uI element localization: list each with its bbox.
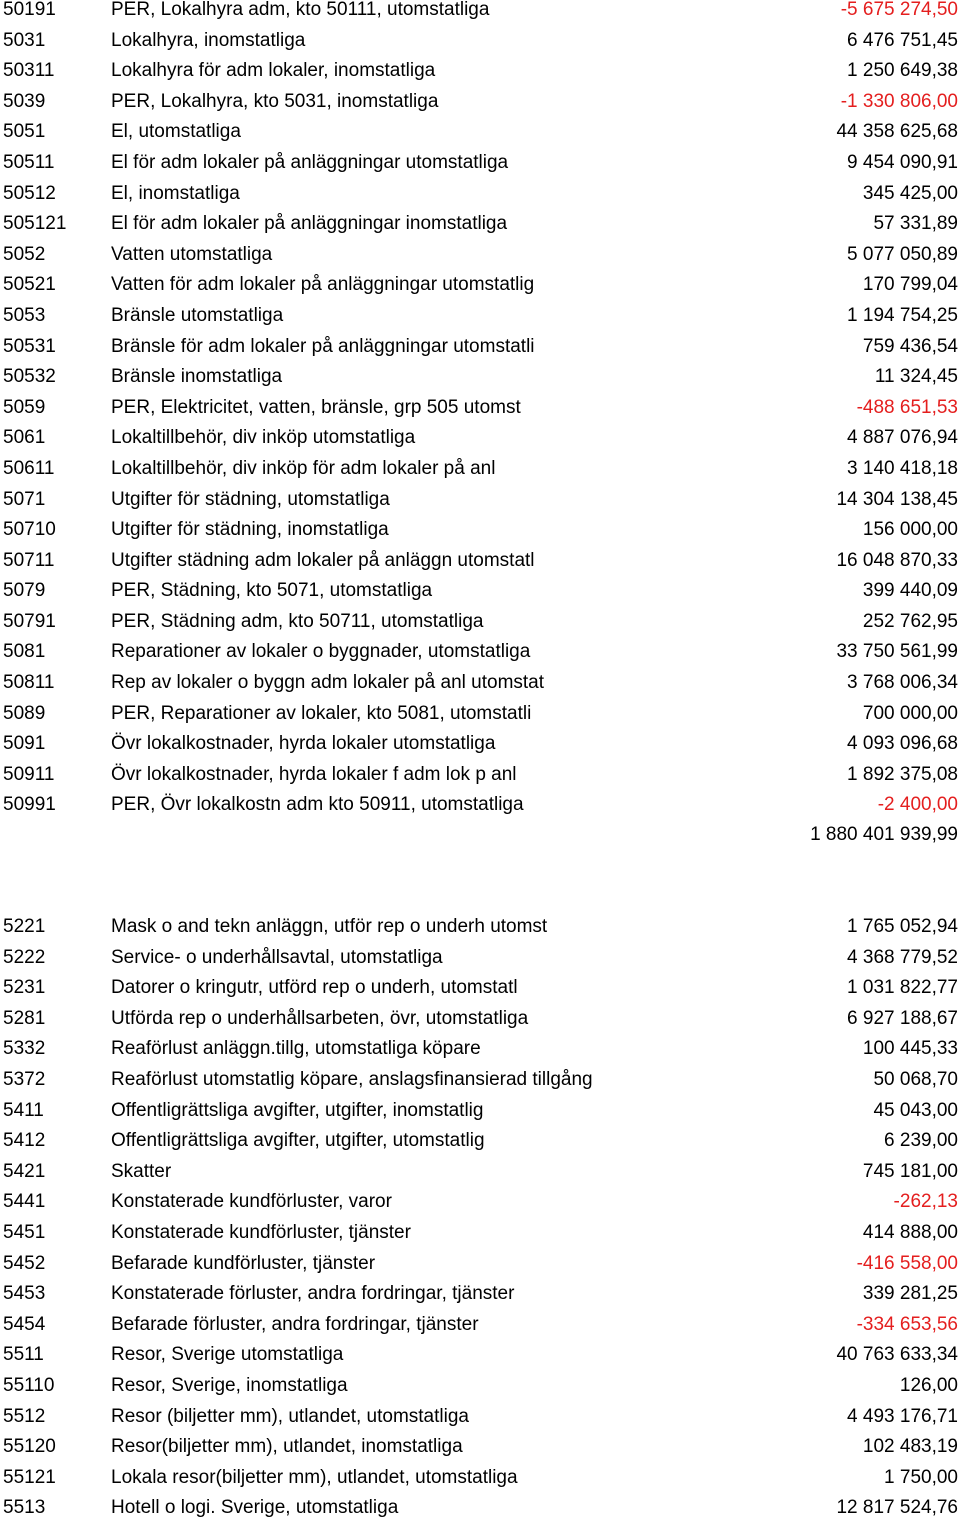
account-amount: 3 140 418,18 [847, 457, 958, 479]
account-code: 5059 [3, 396, 46, 418]
account-amount: 4 093 096,68 [847, 733, 958, 755]
account-amount: 3 768 006,34 [847, 672, 958, 694]
account-description: Reaförlust utomstatlig köpare, anslagsfinansierad tillgång [111, 1068, 593, 1090]
account-code: 50531 [3, 335, 56, 357]
account-description: Service- o underhållsavtal, utomstatliga [111, 946, 443, 968]
account-description: Lokalhyra för adm lokaler, inomstatliga [111, 60, 436, 82]
ledger-row [0, 87, 960, 118]
account-code: 5091 [3, 733, 46, 755]
account-code: 5031 [3, 29, 46, 51]
account-description: Reparationer av lokaler o byggnader, utomstatliga [111, 641, 531, 663]
account-code: 5231 [3, 977, 46, 999]
ledger-section-2 [0, 912, 960, 1524]
account-amount: 4 368 779,52 [847, 946, 958, 968]
account-code: 5511 [3, 1344, 44, 1366]
account-description: Utgifter för städning, inomstatliga [111, 519, 389, 541]
account-code: 5453 [3, 1283, 46, 1305]
ledger-row [0, 240, 960, 271]
account-amount: 1 765 052,94 [847, 916, 958, 937]
account-description: Utgifter för städning, utomstatliga [111, 488, 390, 510]
account-code: 50811 [3, 672, 55, 694]
account-description: Resor (biljetter mm), utlandet, utomstatliga [111, 1405, 469, 1427]
account-description: Vatten för adm lokaler på anläggningar utomstatlig [111, 274, 535, 296]
ledger-row [0, 117, 960, 148]
account-code: 5441 [3, 1191, 46, 1213]
account-description: PER, Städning adm, kto 50711, utomstatliga [111, 610, 484, 632]
account-description: El, inomstatliga [111, 182, 240, 204]
account-amount: 50 068,70 [873, 1068, 958, 1090]
account-code: 5089 [3, 702, 46, 724]
ledger-row [0, 209, 960, 240]
account-code: 50521 [3, 274, 56, 296]
ledger-row [0, 668, 960, 699]
ledger-row [0, 1096, 960, 1127]
ledger-row [0, 148, 960, 179]
account-amount: -2 400,00 [877, 794, 958, 816]
account-amount: 126,00 [899, 1374, 958, 1396]
account-description: PER, Reparationer av lokaler, kto 5081, utomstatli [111, 702, 532, 724]
account-code: 5061 [3, 427, 46, 449]
total-amount: 1 880 401 939,99 [810, 824, 958, 845]
ledger-total-row [0, 820, 960, 851]
account-description: Mask o and tekn anläggn, utför rep o underh utomst [111, 916, 548, 937]
account-amount: 759 436,54 [862, 335, 958, 357]
ledger-row [0, 637, 960, 668]
account-amount: 102 483,19 [862, 1436, 958, 1458]
account-code: 55110 [3, 1374, 55, 1396]
account-code: 55121 [3, 1466, 56, 1488]
ledger-row [0, 270, 960, 301]
account-amount: 252 762,95 [862, 610, 958, 632]
ledger-row [0, 1279, 960, 1310]
ledger-row [0, 973, 960, 1004]
account-description: Lokala resor(biljetter mm), utlandet, utomstatliga [111, 1466, 518, 1488]
account-amount: 16 048 870,33 [836, 549, 958, 571]
ledger-row [0, 26, 960, 57]
account-description: Lokalhyra, inomstatliga [111, 29, 306, 51]
account-amount: 156 000,00 [862, 519, 958, 541]
account-code: 50710 [3, 519, 56, 541]
account-description: El för adm lokaler på anläggningar utomstatliga [111, 151, 509, 173]
account-description: PER, Städning, kto 5071, utomstatliga [111, 580, 433, 602]
ledger-row [0, 1218, 960, 1249]
ledger-row [0, 0, 960, 26]
account-code: 5079 [3, 580, 46, 602]
ledger-row [0, 362, 960, 393]
ledger-row [0, 56, 960, 87]
account-amount: 399 440,09 [862, 580, 958, 602]
total-row [0, 820, 960, 851]
account-code: 55120 [3, 1436, 56, 1458]
account-code: 50511 [3, 151, 55, 173]
account-code: 50911 [3, 763, 55, 785]
ledger-row [0, 332, 960, 363]
ledger-row [0, 1034, 960, 1065]
ledger-row [0, 1004, 960, 1035]
account-description: Befarade kundförluster, tjänster [111, 1252, 376, 1274]
account-amount: -416 558,00 [856, 1252, 958, 1274]
ledger-row [0, 301, 960, 332]
account-amount: -334 653,56 [856, 1313, 958, 1335]
account-amount: 44 358 625,68 [836, 121, 958, 143]
account-amount: -262,13 [893, 1191, 958, 1213]
account-code: 5513 [3, 1497, 46, 1519]
ledger-row [0, 1310, 960, 1341]
account-description: Offentligrättsliga avgifter, utgifter, inomstatlig [111, 1099, 484, 1121]
account-amount: -5 675 274,50 [840, 0, 958, 20]
account-description: Datorer o kringutr, utförd rep o underh, utomstatl [111, 977, 518, 999]
account-code: 5222 [3, 946, 46, 968]
account-amount: 4 887 076,94 [847, 427, 958, 449]
account-description: Övr lokalkostnader, hyrda lokaler utomstatliga [111, 733, 496, 755]
account-amount: 40 763 633,34 [836, 1344, 958, 1366]
account-description: Konstaterade kundförluster, varor [111, 1191, 392, 1213]
account-code: 50991 [3, 794, 56, 816]
account-amount: 33 750 561,99 [836, 641, 958, 663]
account-code: 50532 [3, 366, 56, 388]
account-code: 5081 [3, 641, 46, 663]
account-description: Hotell o logi. Sverige, utomstatliga [111, 1497, 399, 1519]
account-amount: 745 181,00 [862, 1160, 958, 1182]
ledger-row [0, 1463, 960, 1494]
ledger-row [0, 760, 960, 791]
account-amount: 339 281,25 [862, 1283, 958, 1305]
account-description: Rep av lokaler o byggn adm lokaler på anl utomstat [111, 672, 545, 694]
account-description: Skatter [111, 1160, 172, 1182]
account-code: 5421 [3, 1160, 46, 1182]
account-amount: 1 750,00 [884, 1466, 958, 1488]
account-description: Offentligrättsliga avgifter, utgifter, utomstatlig [111, 1130, 485, 1152]
account-description: PER, Lokalhyra adm, kto 50111, utomstatliga [111, 0, 490, 20]
account-description: Bränsle inomstatliga [111, 366, 283, 388]
account-code: 50311 [3, 60, 55, 82]
account-code: 5412 [3, 1130, 46, 1152]
ledger-row [0, 576, 960, 607]
account-description: Lokaltillbehör, div inköp för adm lokaler på anl [111, 457, 496, 479]
account-code: 5372 [3, 1068, 46, 1090]
ledger-row [0, 1249, 960, 1280]
account-code: 50791 [3, 610, 56, 632]
account-amount: 100 445,33 [862, 1038, 958, 1060]
ledger-row [0, 1065, 960, 1096]
account-code: 5281 [3, 1007, 46, 1029]
ledger-row [0, 179, 960, 210]
ledger-row [0, 485, 960, 516]
account-description: Övr lokalkostnader, hyrda lokaler f adm lok p anl [111, 763, 517, 785]
account-description: Befarade förluster, andra fordringar, tjänster [111, 1313, 479, 1335]
account-amount: 45 043,00 [873, 1099, 958, 1121]
account-code: 50711 [3, 549, 55, 571]
account-description: Utgifter städning adm lokaler på anläggn utomstatl [111, 549, 535, 571]
account-code: 50611 [3, 457, 55, 479]
account-code: 5451 [3, 1221, 46, 1243]
account-amount: -1 330 806,00 [840, 90, 958, 112]
account-code: 5512 [3, 1405, 46, 1427]
account-amount: 700 000,00 [862, 702, 958, 724]
ledger-row [0, 1340, 960, 1371]
account-code: 50191 [3, 0, 56, 20]
account-amount: 170 799,04 [862, 274, 958, 296]
ledger-row [0, 1126, 960, 1157]
ledger-row [0, 1157, 960, 1188]
account-description: Bränsle för adm lokaler på anläggningar utomstatli [111, 335, 535, 357]
account-amount: 57 331,89 [873, 213, 958, 235]
account-code: 5052 [3, 243, 46, 265]
ledger-row [0, 1187, 960, 1218]
account-amount: 6 239,00 [884, 1130, 958, 1152]
account-description: Konstaterade förluster, andra fordringar, tjänster [111, 1283, 515, 1305]
account-code: 5051 [3, 121, 46, 143]
ledger-row [0, 1402, 960, 1433]
account-code: 5053 [3, 304, 46, 326]
ledger-row [0, 546, 960, 577]
account-code: 5071 [3, 488, 46, 510]
account-code: 5452 [3, 1252, 46, 1274]
account-description: Konstaterade kundförluster, tjänster [111, 1221, 411, 1243]
ledger-row [0, 943, 960, 974]
account-description: Resor, Sverige, inomstatliga [111, 1374, 348, 1396]
account-amount: 1 250 649,38 [847, 60, 958, 82]
ledger-row [0, 699, 960, 730]
ledger-row [0, 1432, 960, 1463]
ledger-row [0, 1371, 960, 1402]
account-description: El för adm lokaler på anläggningar inomstatliga [111, 213, 508, 235]
account-description: Resor(biljetter mm), utlandet, inomstatliga [111, 1436, 463, 1458]
account-amount: 9 454 090,91 [847, 151, 958, 173]
ledger-row [0, 393, 960, 424]
account-amount: 6 927 188,67 [847, 1007, 958, 1029]
account-amount: 1 892 375,08 [847, 763, 958, 785]
account-description: El, utomstatliga [111, 121, 241, 143]
account-amount: 414 888,00 [862, 1221, 958, 1243]
account-description: Utförda rep o underhållsarbeten, övr, utomstatliga [111, 1007, 529, 1029]
account-amount: 345 425,00 [862, 182, 958, 204]
account-amount: 1 031 822,77 [847, 977, 958, 999]
account-amount: 14 304 138,45 [836, 488, 958, 510]
account-amount: 12 817 524,76 [836, 1497, 958, 1519]
account-description: Resor, Sverige utomstatliga [111, 1344, 344, 1366]
ledger-row [0, 454, 960, 485]
account-amount: 6 476 751,45 [847, 29, 958, 51]
account-description: Vatten utomstatliga [111, 243, 273, 265]
account-code: 5039 [3, 90, 46, 112]
account-description: PER, Övr lokalkostn adm kto 50911, utomstatliga [111, 794, 524, 816]
account-amount: 5 077 050,89 [847, 243, 958, 265]
account-code: 5332 [3, 1038, 46, 1060]
account-amount: -488 651,53 [856, 396, 958, 418]
ledger-row [0, 1493, 960, 1524]
account-amount: 4 493 176,71 [847, 1405, 958, 1427]
account-description: PER, Lokalhyra, kto 5031, inomstatliga [111, 90, 439, 112]
account-code: 5411 [3, 1099, 44, 1121]
account-description: PER, Elektricitet, vatten, bränsle, grp 505 utomst [111, 396, 521, 418]
account-code: 50512 [3, 182, 56, 204]
ledger-row [0, 423, 960, 454]
account-description: Lokaltillbehör, div inköp utomstatliga [111, 427, 416, 449]
account-description: Bränsle utomstatliga [111, 304, 284, 326]
account-code: 5454 [3, 1313, 46, 1335]
ledger-row [0, 729, 960, 760]
account-amount: 11 324,45 [874, 366, 958, 388]
ledger-row [0, 790, 960, 821]
ledger-row [0, 607, 960, 638]
account-code: 505121 [3, 213, 67, 235]
account-code: 5221 [3, 916, 46, 937]
ledger-row [0, 912, 960, 943]
ledger-row [0, 515, 960, 546]
account-description: Reaförlust anläggn.tillg, utomstatliga köpare [111, 1038, 481, 1060]
account-amount: 1 194 754,25 [847, 304, 958, 326]
